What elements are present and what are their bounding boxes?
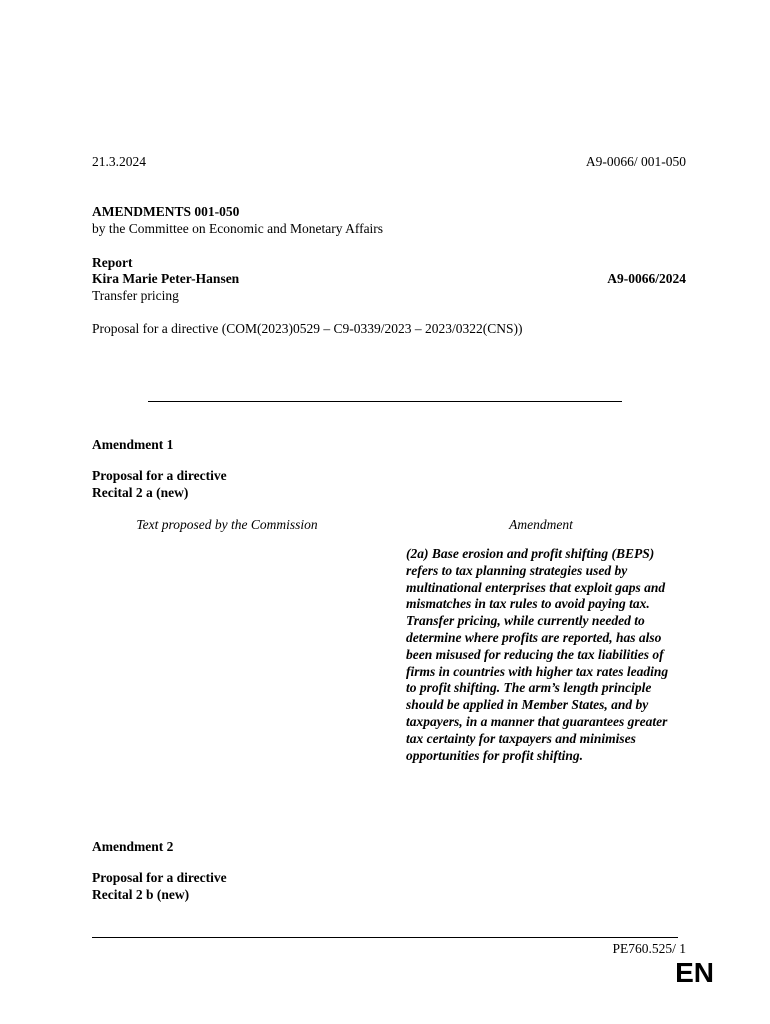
amendment-2-title: Amendment 2 [92, 839, 174, 854]
amendment-heading: Amendment [509, 517, 573, 532]
amendment-1-text: (2a) Base erosion and profit shifting (BEPS) refers to tax planning strategies used by multinational enterprises that exploit gaps and mismatches in tax rules to avoid paying tax. Transfer pricing, while currently needed to determine where profits are reported, has also been misused for reducing the tax liabilities of firms in countries with higher tax rates leading to profit shifting. The arm’s length principle should be applied in Member States, and by taxpayers, in a manner that guarantees greater tax certainty for taxpayers and minimises opportunities for profit shifting. [406, 546, 669, 763]
page-reference: PE760.525/ 1 [612, 941, 686, 956]
report-label: Report [92, 255, 133, 270]
report-subject: Transfer pricing [92, 288, 179, 303]
section-divider [148, 401, 622, 402]
amendment-1-title: Amendment 1 [92, 437, 174, 452]
footer-divider [92, 937, 678, 938]
amendment-2-recital: Recital 2 b (new) [92, 887, 190, 902]
amendments-title: AMENDMENTS 001-050 [92, 204, 240, 219]
document-reference: A9-0066/ 001-050 [585, 154, 686, 169]
amendment-1-recital: Recital 2 a (new) [92, 485, 189, 500]
amendment-2-target: Proposal for a directive [92, 870, 227, 885]
commission-text-heading: Text proposed by the Commission [136, 517, 318, 532]
amendment-1-target: Proposal for a directive [92, 468, 227, 483]
committee-line: by the Committee on Economic and Monetary Affairs [92, 221, 384, 236]
language-code: EN [675, 957, 714, 988]
report-number: A9-0066/2024 [607, 271, 686, 286]
rapporteur-name: Kira Marie Peter-Hansen [92, 271, 240, 286]
proposal-reference: Proposal for a directive (COM(2023)0529 – C9-0339/2023 – 2023/0322(CNS)) [92, 321, 523, 336]
document-date: 21.3.2024 [92, 154, 146, 169]
